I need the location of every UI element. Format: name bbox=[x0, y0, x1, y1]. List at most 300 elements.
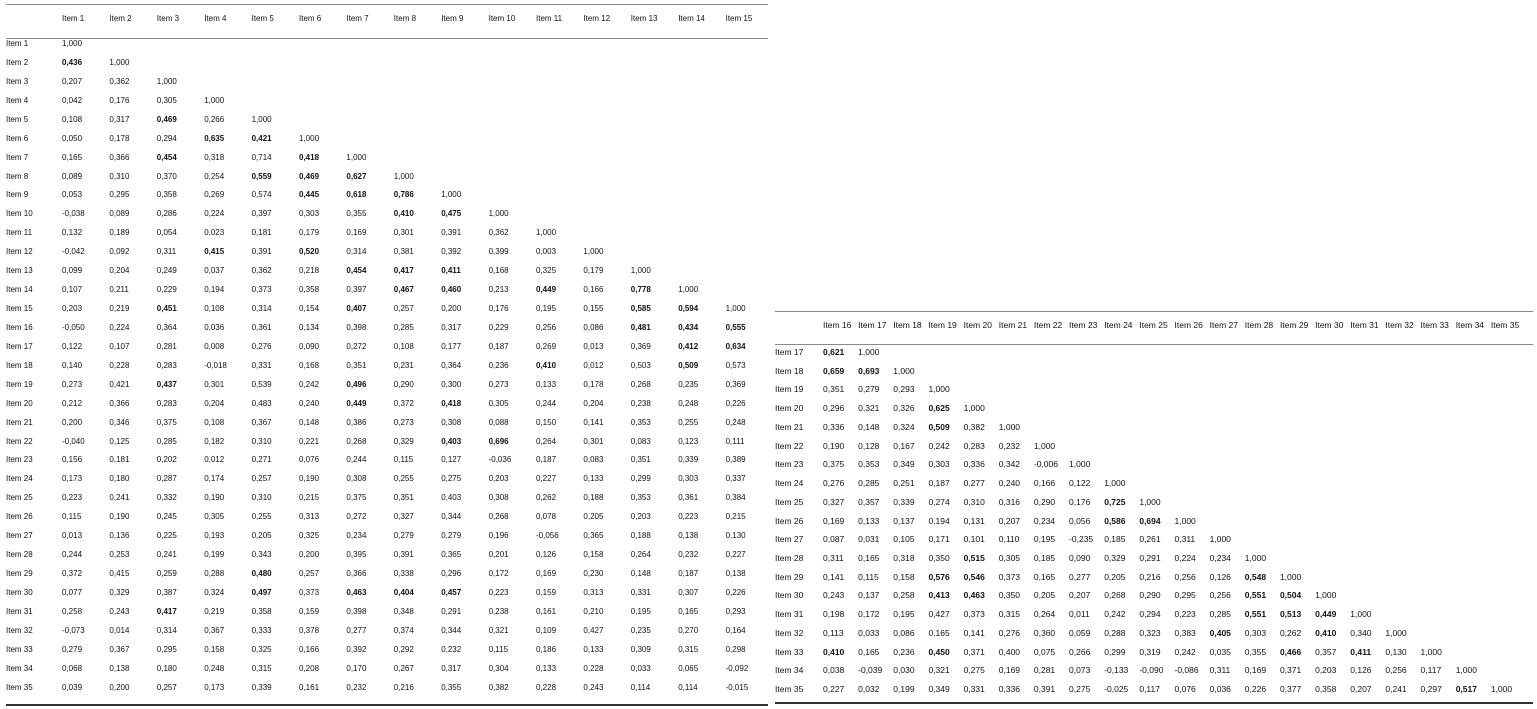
correlation-value: 0,158 bbox=[204, 644, 225, 654]
correlation-value: 0,180 bbox=[109, 474, 130, 484]
correlation-value: 0,257 bbox=[156, 682, 177, 692]
correlation-value: 1,000 bbox=[1174, 515, 1196, 526]
correlation-value: 0,321 bbox=[858, 403, 880, 414]
correlation-value: 0,203 bbox=[1315, 665, 1337, 676]
correlation-value: 0,346 bbox=[109, 417, 130, 427]
correlation-value: 0,107 bbox=[62, 285, 83, 295]
correlation-value: 0,285 bbox=[393, 322, 414, 332]
column-header: Item 9 bbox=[441, 14, 464, 23]
correlation-value: 0,035 bbox=[1209, 646, 1231, 657]
correlation-value: 0,288 bbox=[204, 569, 225, 579]
correlation-value: 0,253 bbox=[109, 550, 130, 560]
column-header: Item 30 bbox=[1315, 320, 1344, 330]
correlation-value: 1,000 bbox=[156, 76, 177, 86]
correlation-value: 0,224 bbox=[1174, 553, 1196, 564]
correlation-value: 1,000 bbox=[393, 171, 414, 181]
correlation-value: 0,087 bbox=[823, 534, 845, 545]
column-header: Item 24 bbox=[1104, 320, 1133, 330]
row-label: Item 14 bbox=[6, 285, 33, 295]
correlation-value: 0,213 bbox=[488, 285, 509, 295]
correlation-value: 0,204 bbox=[109, 266, 130, 276]
correlation-value: 0,181 bbox=[251, 228, 272, 238]
correlation-value: 0,279 bbox=[858, 384, 880, 395]
correlation-value: 0,325 bbox=[299, 531, 320, 541]
correlation-value: 0,199 bbox=[204, 550, 225, 560]
correlation-value: 0,357 bbox=[1315, 646, 1337, 657]
correlation-value: 0,133 bbox=[583, 474, 604, 484]
correlation-value: 0,373 bbox=[299, 587, 320, 597]
correlation-value: 0,031 bbox=[858, 534, 880, 545]
correlation-value: 0,244 bbox=[62, 550, 83, 560]
correlation-value: 0,271 bbox=[251, 455, 272, 465]
correlation-value: 0,115 bbox=[393, 455, 414, 465]
correlation-value: 0,256 bbox=[1174, 571, 1196, 582]
correlation-value: 0,283 bbox=[156, 398, 177, 408]
correlation-value: 0,269 bbox=[536, 341, 557, 351]
row-label: Item 18 bbox=[775, 365, 804, 376]
correlation-value: 0,417 bbox=[393, 266, 414, 276]
correlation-value: 0,469 bbox=[156, 114, 177, 124]
correlation-value: 0,503 bbox=[630, 360, 651, 370]
correlation-table-items-16-35 bbox=[775, 311, 1533, 705]
correlation-value: 0,387 bbox=[156, 587, 177, 597]
correlation-value: 0,294 bbox=[1139, 609, 1161, 620]
row-label: Item 19 bbox=[775, 384, 804, 395]
correlation-value: 0,259 bbox=[156, 569, 177, 579]
correlation-value: -0,025 bbox=[1104, 684, 1129, 695]
correlation-value: 0,268 bbox=[346, 436, 367, 446]
correlation-value: 0,355 bbox=[1244, 646, 1267, 657]
correlation-value: 0,122 bbox=[1069, 478, 1091, 489]
row-label: Item 32 bbox=[6, 625, 33, 635]
correlation-value: 0,032 bbox=[858, 684, 880, 695]
correlation-value: 0,187 bbox=[928, 478, 950, 489]
correlation-value: 0,053 bbox=[62, 190, 83, 200]
column-header: Item 22 bbox=[1033, 320, 1063, 330]
correlation-value: 0,198 bbox=[823, 609, 845, 620]
correlation-value: 0,361 bbox=[251, 322, 272, 332]
correlation-value: 0,355 bbox=[346, 209, 367, 219]
correlation-value: 0,339 bbox=[251, 682, 272, 692]
correlation-value: 0,228 bbox=[583, 663, 604, 673]
correlation-value: 0,285 bbox=[858, 478, 880, 489]
correlation-value: 0,141 bbox=[823, 571, 845, 582]
correlation-value: 0,449 bbox=[536, 285, 557, 295]
column-header: Item 15 bbox=[725, 14, 753, 23]
correlation-value: 0,353 bbox=[630, 417, 651, 427]
row-label: Item 28 bbox=[775, 553, 804, 564]
correlation-value: 1,000 bbox=[1385, 627, 1407, 638]
correlation-value: 0,427 bbox=[583, 625, 604, 635]
column-header: Item 27 bbox=[1209, 320, 1238, 330]
correlation-value: 0,115 bbox=[858, 571, 879, 582]
correlation-value: 0,122 bbox=[62, 341, 83, 351]
correlation-value: 0,179 bbox=[299, 228, 320, 238]
correlation-value: 0,193 bbox=[204, 531, 225, 541]
correlation-value: 0,311 bbox=[156, 247, 177, 257]
correlation-value: 0,226 bbox=[725, 587, 746, 597]
correlation-value: 0,311 bbox=[1174, 534, 1196, 545]
correlation-value: 0,348 bbox=[393, 606, 414, 616]
row-label: Item 24 bbox=[6, 474, 33, 484]
correlation-value: 0,105 bbox=[893, 534, 915, 545]
row-label: Item 30 bbox=[6, 587, 33, 597]
correlation-value: 1,000 bbox=[725, 304, 746, 314]
correlation-value: 0,418 bbox=[299, 152, 320, 162]
correlation-value: 0,257 bbox=[393, 304, 414, 314]
correlation-value: 0,404 bbox=[393, 587, 414, 597]
correlation-value: 0,125 bbox=[109, 436, 130, 446]
row-label: Item 20 bbox=[775, 403, 804, 414]
row-label: Item 5 bbox=[6, 114, 29, 124]
correlation-value: 0,635 bbox=[204, 133, 225, 143]
correlation-value: 1,000 bbox=[62, 39, 83, 48]
correlation-value: 0,089 bbox=[109, 209, 130, 219]
correlation-value: 0,171 bbox=[928, 534, 950, 545]
correlation-value: -0,040 bbox=[62, 436, 85, 446]
correlation-value: 0,115 bbox=[62, 512, 82, 522]
row-label: Item 17 bbox=[6, 341, 33, 351]
correlation-value: 0,107 bbox=[109, 341, 130, 351]
correlation-value: 1,000 bbox=[1209, 534, 1231, 545]
correlation-value: 0,050 bbox=[62, 133, 83, 143]
correlation-value: 1,000 bbox=[998, 421, 1021, 432]
correlation-value: 0,199 bbox=[893, 684, 915, 695]
correlation-value: 0,033 bbox=[630, 663, 651, 673]
correlation-value: 0,090 bbox=[299, 341, 320, 351]
correlation-value: 0,285 bbox=[1209, 609, 1231, 620]
correlation-value: 0,008 bbox=[204, 341, 225, 351]
correlation-value: 0,190 bbox=[299, 474, 320, 484]
correlation-value: 0,384 bbox=[725, 493, 746, 503]
correlation-value: 0,310 bbox=[251, 493, 272, 503]
correlation-value: 0,343 bbox=[251, 550, 272, 560]
correlation-value: 0,200 bbox=[62, 417, 83, 427]
correlation-value: 0,546 bbox=[963, 571, 985, 582]
row-label: Item 20 bbox=[6, 398, 33, 408]
column-header: Item 7 bbox=[346, 14, 369, 23]
correlation-value: 0,166 bbox=[299, 644, 320, 654]
correlation-value: 0,392 bbox=[441, 247, 462, 257]
correlation-value: 0,411 bbox=[1350, 646, 1372, 657]
correlation-value: 0,301 bbox=[583, 436, 604, 446]
row-label: Item 27 bbox=[775, 534, 804, 545]
correlation-value: 1,000 bbox=[1490, 684, 1513, 695]
correlation-value: 0,138 bbox=[725, 569, 746, 579]
correlation-value: 0,299 bbox=[630, 474, 651, 484]
correlation-value: 0,327 bbox=[823, 496, 845, 507]
correlation-value: 0,344 bbox=[441, 512, 462, 522]
correlation-value: 0,313 bbox=[583, 587, 604, 597]
row-label: Item 21 bbox=[775, 421, 804, 432]
correlation-value: 0,358 bbox=[1315, 684, 1337, 695]
correlation-value: 0,314 bbox=[346, 247, 367, 257]
correlation-value: 0,371 bbox=[1279, 665, 1302, 676]
correlation-value: 0,195 bbox=[536, 304, 557, 314]
correlation-value: 0,228 bbox=[536, 682, 557, 692]
correlation-value: 0,108 bbox=[204, 417, 225, 427]
correlation-value: 0,325 bbox=[251, 644, 272, 654]
correlation-value: 0,236 bbox=[488, 360, 509, 370]
correlation-value: 0,083 bbox=[630, 436, 651, 446]
correlation-value: 0,331 bbox=[630, 587, 651, 597]
correlation-value: 0,324 bbox=[893, 421, 915, 432]
correlation-value: 0,275 bbox=[441, 474, 462, 484]
correlation-value: 0,254 bbox=[204, 171, 225, 181]
correlation-value: 0,188 bbox=[630, 531, 651, 541]
correlation-value: 1,000 bbox=[346, 152, 367, 162]
correlation-value: 0,303 bbox=[1244, 627, 1267, 638]
correlation-value: 0,003 bbox=[536, 247, 557, 257]
correlation-value: 0,165 bbox=[1033, 571, 1056, 582]
correlation-value: 1,000 bbox=[893, 365, 915, 376]
correlation-value: 0,256 bbox=[536, 322, 557, 332]
correlation-value: 0,207 bbox=[62, 76, 83, 86]
correlation-value: 0,141 bbox=[963, 627, 985, 638]
correlation-value: 0,362 bbox=[488, 228, 509, 238]
row-label: Item 9 bbox=[6, 190, 29, 200]
correlation-value: 0,234 bbox=[1033, 515, 1056, 526]
correlation-value: -0,036 bbox=[488, 455, 512, 465]
correlation-value: 0,326 bbox=[893, 403, 915, 414]
correlation-value: 0,245 bbox=[156, 512, 177, 522]
correlation-value: 0,391 bbox=[1033, 684, 1056, 695]
correlation-value: 0,398 bbox=[346, 322, 367, 332]
correlation-value: 0,314 bbox=[156, 625, 177, 635]
correlation-value: 0,180 bbox=[156, 663, 177, 673]
correlation-value: 0,618 bbox=[346, 190, 367, 200]
correlation-value: 0,350 bbox=[928, 553, 950, 564]
correlation-value: 0,255 bbox=[393, 474, 414, 484]
correlation-value: 0,338 bbox=[393, 569, 414, 579]
correlation-value: 0,168 bbox=[488, 266, 509, 276]
correlation-value: 0,158 bbox=[583, 550, 604, 560]
correlation-value: 0,449 bbox=[1315, 609, 1337, 620]
correlation-value: 0,625 bbox=[928, 403, 950, 414]
correlation-value: 0,108 bbox=[204, 304, 225, 314]
correlation-value: 0,266 bbox=[204, 114, 225, 124]
correlation-value: 0,108 bbox=[62, 114, 83, 124]
correlation-value: 0,350 bbox=[998, 590, 1021, 601]
column-header: Item 14 bbox=[678, 14, 705, 23]
correlation-value: 0,207 bbox=[1350, 684, 1372, 695]
row-label: Item 29 bbox=[775, 571, 804, 582]
correlation-value: 0,372 bbox=[62, 569, 83, 579]
correlation-value: 0,264 bbox=[630, 550, 651, 560]
correlation-value: 0,168 bbox=[299, 360, 320, 370]
correlation-value: 0,373 bbox=[963, 609, 985, 620]
correlation-value: 0,165 bbox=[62, 152, 83, 162]
correlation-value: 0,392 bbox=[346, 644, 367, 654]
correlation-value: 0,407 bbox=[346, 304, 367, 314]
correlation-value: 0,244 bbox=[536, 398, 557, 408]
correlation-value: 0,451 bbox=[156, 304, 177, 314]
column-header: Item 13 bbox=[630, 14, 658, 23]
correlation-value: 0,113 bbox=[823, 627, 844, 638]
correlation-value: 0,182 bbox=[204, 436, 225, 446]
correlation-value: 0,466 bbox=[1279, 646, 1302, 657]
correlation-value: 0,036 bbox=[204, 322, 225, 332]
correlation-value: 0,308 bbox=[441, 417, 462, 427]
correlation-value: 0,317 bbox=[441, 663, 462, 673]
correlation-value: 0,405 bbox=[1209, 627, 1231, 638]
correlation-value: 0,290 bbox=[1033, 496, 1056, 507]
correlation-value: 0,054 bbox=[156, 228, 177, 238]
correlation-value: 0,150 bbox=[536, 417, 557, 427]
correlation-value: 0,207 bbox=[998, 515, 1021, 526]
correlation-value: 0,778 bbox=[630, 285, 651, 295]
correlation-value: 0,131 bbox=[963, 515, 985, 526]
correlation-value: 1,000 bbox=[1033, 440, 1056, 451]
correlation-value: 0,229 bbox=[156, 285, 177, 295]
correlation-value: 0,240 bbox=[998, 478, 1021, 489]
correlation-value: 0,257 bbox=[251, 474, 272, 484]
column-header: Item 21 bbox=[998, 320, 1028, 330]
correlation-value: 0,483 bbox=[251, 398, 272, 408]
correlation-value: 1,000 bbox=[299, 133, 320, 143]
correlation-value: 0,294 bbox=[156, 133, 177, 143]
correlation-value: -0,018 bbox=[204, 360, 227, 370]
correlation-value: 0,454 bbox=[346, 266, 367, 276]
correlation-value: 0,215 bbox=[725, 512, 746, 522]
correlation-value: 0,339 bbox=[893, 496, 915, 507]
correlation-value: 0,130 bbox=[1385, 646, 1407, 657]
correlation-value: 0,256 bbox=[1209, 590, 1231, 601]
correlation-value: 0,281 bbox=[1033, 665, 1056, 676]
correlation-value: 0,318 bbox=[204, 152, 225, 162]
row-label: Item 17 bbox=[775, 347, 804, 357]
correlation-value: 0,013 bbox=[583, 341, 604, 351]
correlation-value: 0,186 bbox=[536, 644, 557, 654]
column-header: Item 26 bbox=[1174, 320, 1203, 330]
correlation-value: 0,223 bbox=[488, 587, 509, 597]
correlation-value: 0,114 bbox=[678, 682, 698, 692]
correlation-value: 0,475 bbox=[441, 209, 462, 219]
correlation-value: -0,092 bbox=[725, 663, 749, 673]
correlation-value: 0,358 bbox=[251, 606, 272, 616]
column-header: Item 4 bbox=[204, 14, 227, 23]
correlation-value: 0,313 bbox=[299, 512, 320, 522]
correlation-value: 0,212 bbox=[62, 398, 83, 408]
correlation-value: 0,189 bbox=[109, 228, 130, 238]
correlation-value: 1,000 bbox=[251, 114, 272, 124]
correlation-value: 0,410 bbox=[393, 209, 414, 219]
correlation-value: 0,159 bbox=[536, 587, 557, 597]
correlation-value: 1,000 bbox=[583, 247, 604, 257]
correlation-value: 0,241 bbox=[1385, 684, 1407, 695]
correlation-value: 0,137 bbox=[893, 515, 915, 526]
correlation-value: 0,137 bbox=[858, 590, 880, 601]
correlation-value: 0,141 bbox=[583, 417, 604, 427]
correlation-value: 0,126 bbox=[1350, 665, 1372, 676]
correlation-value: 0,215 bbox=[299, 493, 320, 503]
correlation-value: 0,218 bbox=[299, 266, 320, 276]
column-header: Item 18 bbox=[893, 320, 922, 330]
correlation-value: 1,000 bbox=[858, 347, 880, 357]
correlation-value: 0,268 bbox=[488, 512, 509, 522]
correlation-value: 0,555 bbox=[725, 322, 746, 332]
correlation-value: 0,075 bbox=[1033, 646, 1056, 657]
row-label: Item 12 bbox=[6, 247, 33, 257]
column-header: Item 8 bbox=[393, 14, 417, 23]
correlation-value: 0,042 bbox=[62, 95, 83, 105]
correlation-value: 0,357 bbox=[858, 496, 880, 507]
correlation-value: 0,295 bbox=[156, 644, 177, 654]
correlation-value: 0,291 bbox=[441, 606, 462, 616]
correlation-value: 0,411 bbox=[441, 266, 461, 276]
correlation-value: 0,272 bbox=[346, 512, 367, 522]
correlation-value: 0,201 bbox=[488, 550, 509, 560]
correlation-value: 0,161 bbox=[536, 606, 557, 616]
correlation-value: 0,226 bbox=[1244, 684, 1267, 695]
correlation-value: 0,285 bbox=[156, 436, 177, 446]
correlation-value: 0,208 bbox=[299, 663, 320, 673]
correlation-value: 0,574 bbox=[251, 190, 272, 200]
correlation-value: 0,413 bbox=[928, 590, 950, 601]
correlation-value: 0,256 bbox=[1385, 665, 1407, 676]
correlation-value: 0,012 bbox=[204, 455, 225, 465]
correlation-value: 0,308 bbox=[488, 493, 509, 503]
correlation-value: 0,117 bbox=[1139, 684, 1160, 695]
correlation-value: 0,169 bbox=[1244, 665, 1267, 676]
correlation-value: 0,090 bbox=[1069, 553, 1091, 564]
correlation-value: 0,303 bbox=[678, 474, 699, 484]
correlation-value: 0,694 bbox=[1139, 515, 1161, 526]
correlation-value: 0,238 bbox=[488, 606, 509, 616]
correlation-value: 0,377 bbox=[1279, 684, 1302, 695]
correlation-value: 0,216 bbox=[393, 682, 414, 692]
correlation-value: 0,227 bbox=[536, 474, 557, 484]
correlation-value: 0,585 bbox=[630, 304, 651, 314]
correlation-value: 0,314 bbox=[251, 304, 272, 314]
correlation-value: -0,133 bbox=[1104, 665, 1129, 676]
correlation-value: 0,089 bbox=[62, 171, 83, 181]
correlation-value: 0,242 bbox=[928, 440, 950, 451]
correlation-value: 0,223 bbox=[62, 493, 83, 503]
row-label: Item 29 bbox=[6, 569, 33, 579]
correlation-value: 0,300 bbox=[441, 379, 462, 389]
correlation-value: 0,207 bbox=[1069, 590, 1091, 601]
correlation-value: -0,056 bbox=[536, 531, 559, 541]
correlation-value: 0,187 bbox=[488, 341, 509, 351]
correlation-value: 0,134 bbox=[299, 322, 320, 332]
correlation-value: 0,621 bbox=[823, 347, 845, 357]
correlation-value: 0,110 bbox=[998, 534, 1020, 545]
correlation-value: 0,520 bbox=[299, 247, 320, 257]
correlation-value: 0,319 bbox=[1139, 646, 1161, 657]
correlation-value: 0,039 bbox=[62, 682, 83, 692]
correlation-value: 0,415 bbox=[109, 569, 130, 579]
correlation-value: 0,014 bbox=[109, 625, 130, 635]
row-label: Item 7 bbox=[6, 152, 29, 162]
column-header: Item 31 bbox=[1350, 320, 1379, 330]
correlation-value: 0,138 bbox=[109, 663, 130, 673]
correlation-value: 0,115 bbox=[488, 644, 509, 654]
correlation-table-items-1-15 bbox=[6, 4, 768, 708]
correlation-value: 0,365 bbox=[583, 531, 604, 541]
correlation-value: 0,203 bbox=[488, 474, 509, 484]
correlation-value: 0,310 bbox=[109, 171, 130, 181]
correlation-value: 0,351 bbox=[346, 360, 367, 370]
correlation-value: 0,232 bbox=[998, 440, 1021, 451]
correlation-value: 0,255 bbox=[678, 417, 699, 427]
correlation-value: 0,177 bbox=[441, 341, 462, 351]
correlation-value: 0,308 bbox=[346, 474, 367, 484]
correlation-value: 0,299 bbox=[1104, 646, 1126, 657]
correlation-value: 0,315 bbox=[998, 609, 1021, 620]
correlation-value: 0,086 bbox=[893, 627, 915, 638]
correlation-value: 0,248 bbox=[725, 417, 746, 427]
